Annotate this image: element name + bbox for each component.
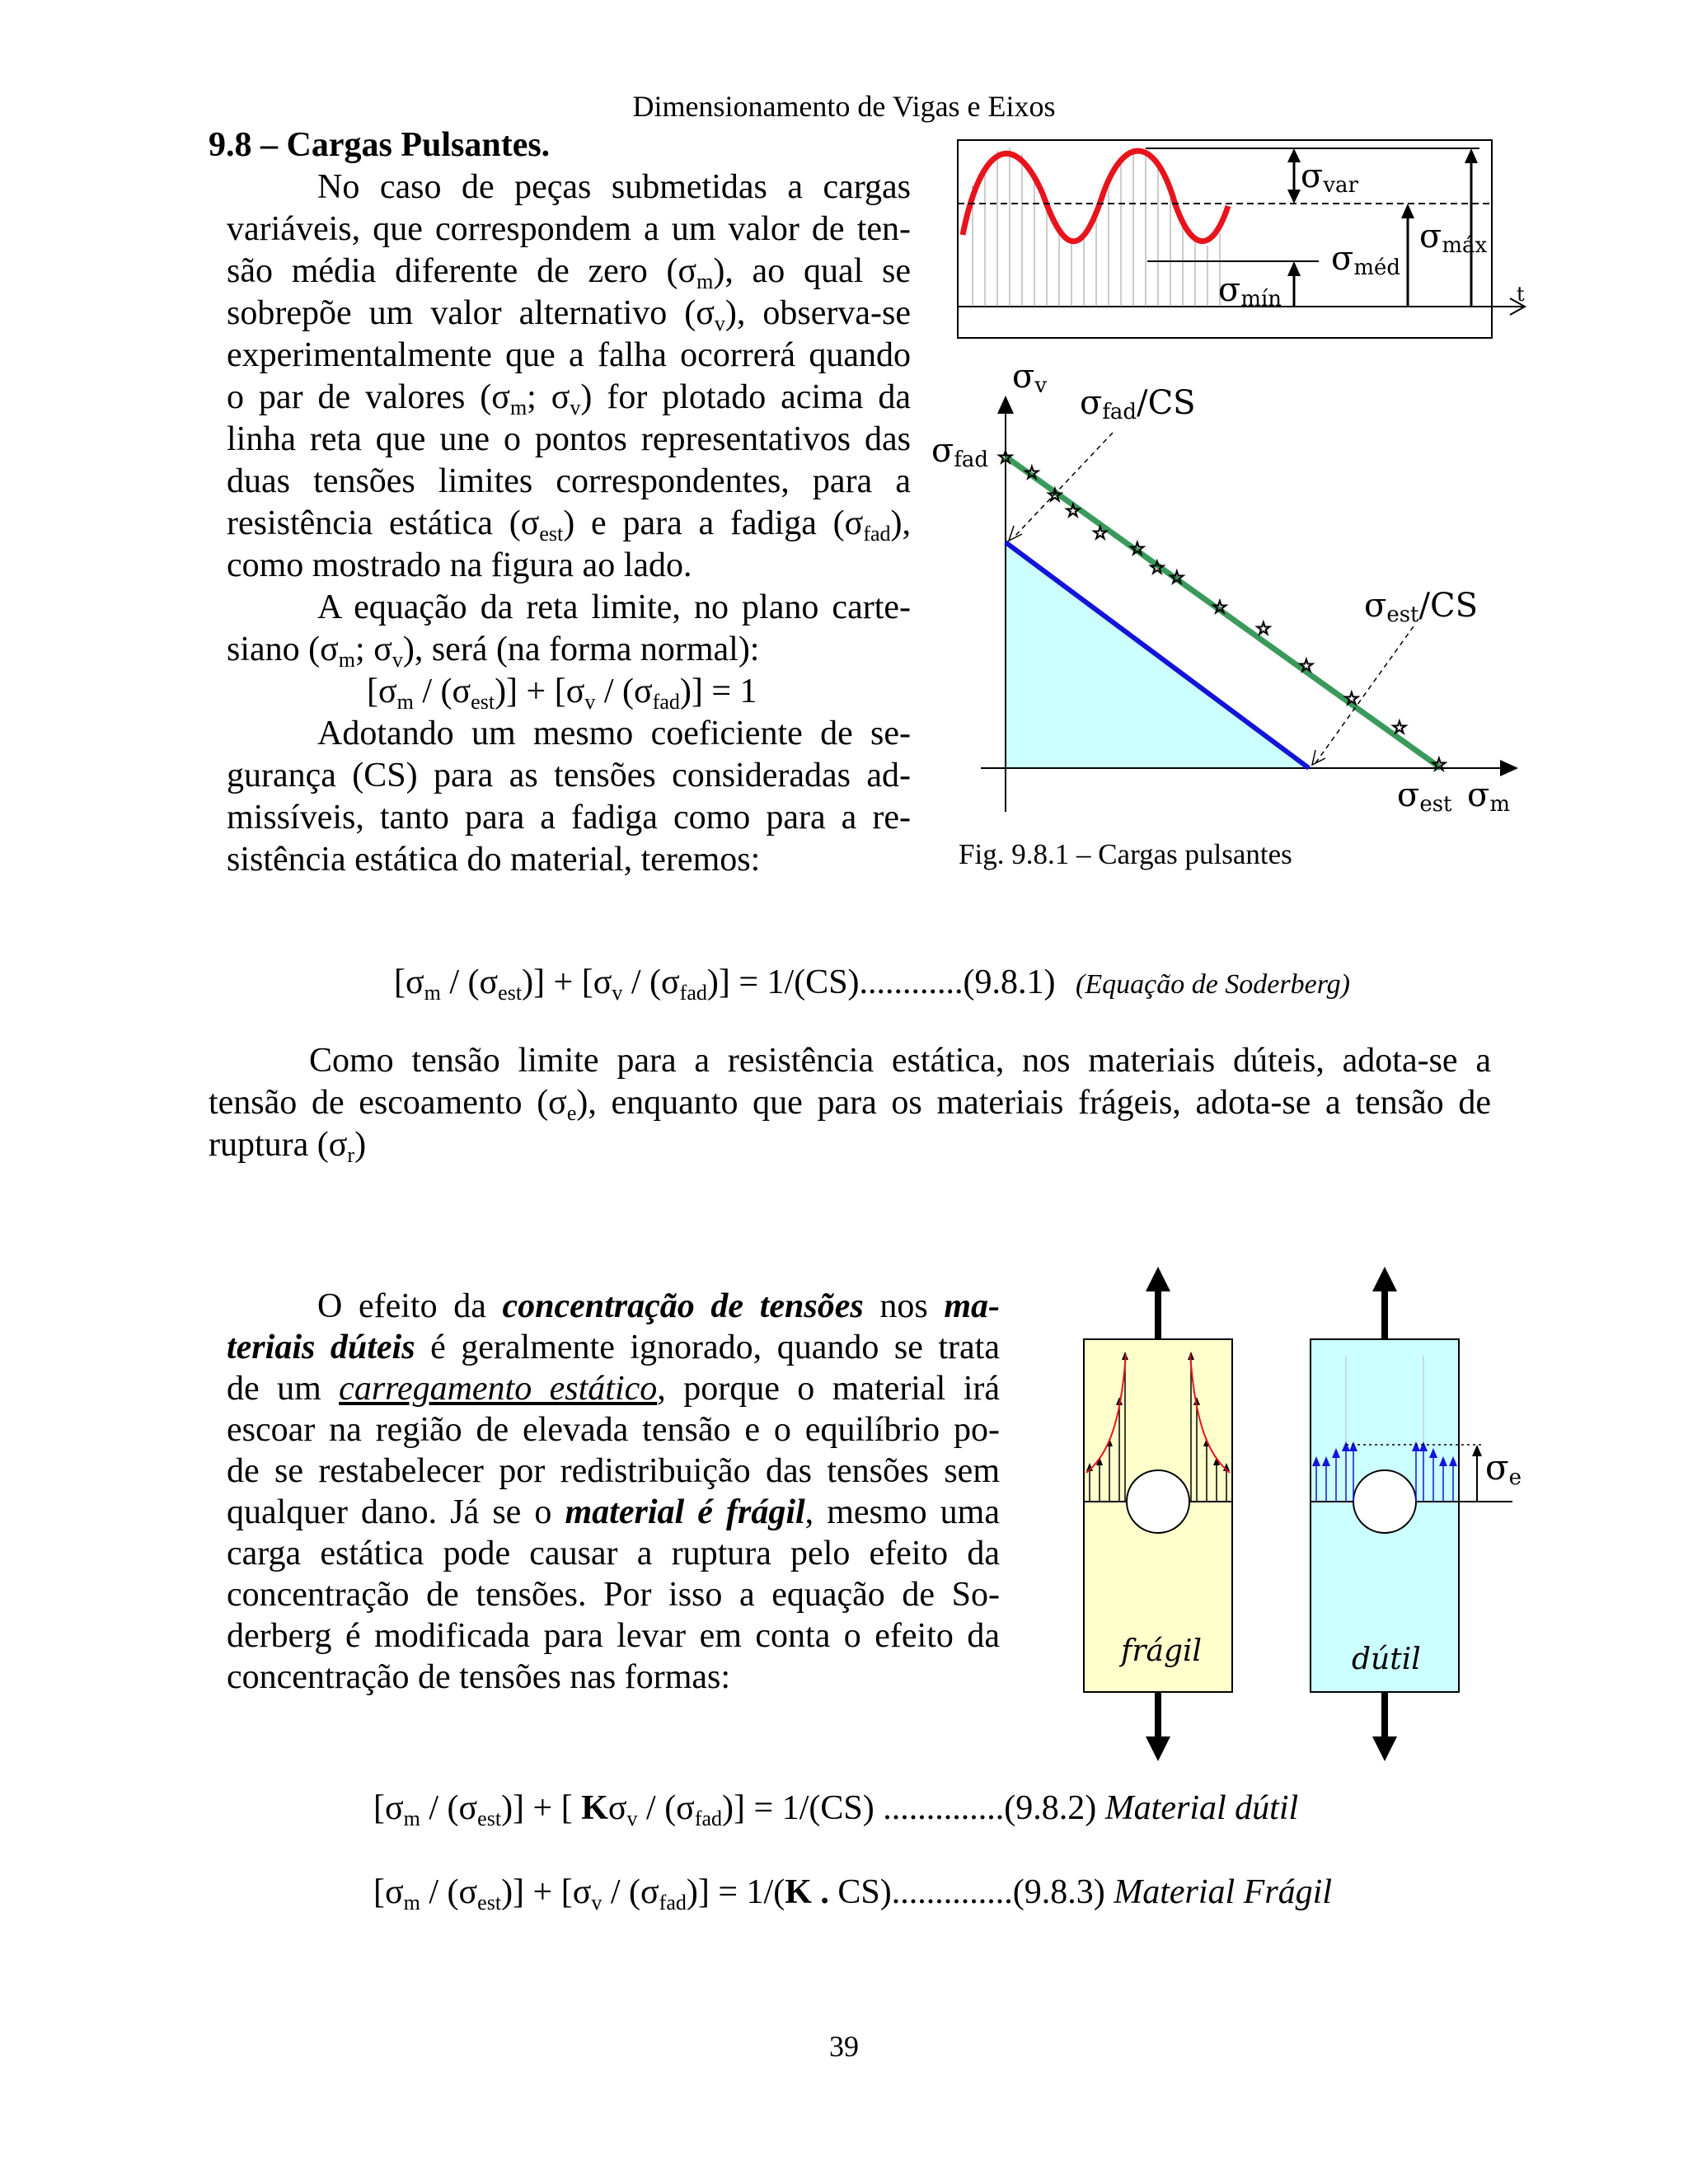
equation-9-8-1: $[\sigma_m / (\sigma_{est})] + [\sigma_v / (\sigma_{fad})] = 1/(CS)............(9.8.1)$ (Equação de Soderberg) [394, 963, 1350, 1005]
waveform-diagram [956, 136, 1533, 342]
svg-text:☆: ☆ [1255, 619, 1272, 640]
material-dutil-note: Material dútil [1104, 1789, 1299, 1827]
label-dutil: dútil [1352, 1643, 1421, 1676]
svg-text:☆: ☆ [1092, 523, 1109, 544]
equation-9-8-3: $[\sigma_m / (\sigma_{est})] + [\sigma_v / (\sigma_{fad})] = 1/(K$ . CS)..............(9.8.3) Material Frágil [373, 1873, 1333, 1915]
svg-text:☆: ☆ [1024, 463, 1040, 484]
label-sigma-m: σm [1467, 776, 1510, 817]
svg-text:☆: ☆ [1065, 501, 1081, 522]
label-sigma-fad-cs: σfad/CS [1080, 384, 1196, 424]
label-sigma-v: σv [1012, 358, 1048, 398]
svg-text:☆: ☆ [1431, 755, 1447, 776]
svg-text:☆: ☆ [1391, 718, 1408, 738]
paragraph-intro: No caso de peças submetidas a cargas variáveis, que correspondem a um valor de ten- são média diferente de zero $(\sigma_m)$, ao qual se sobrepõe um valor alternativo $(\sigma_v)$, observa-se experimentalmente que a falha ocorrerá quando o par de valores ($\sigma_m$; $\sigma_v$) for plotado acima da linha reta que une o pontos representativos das duas tensões limites correspondentes, para a resistência estática $(\sigma_{est})$ e para a fadiga $(\sigma_{fad})$, como mostrado na figura ao lado. A equação da reta limite, no plano carte- siano ($\sigma_m$; $\sigma_v$), será (na forma normal): $[\sigma_m / (\sigma_{est})] + [\sigma_v / (\sigma_{fad})] = 1$ Adotando um mesmo coeficiente de se- gurança (CS) para as tensões consideradas ad- missíveis, tanto para a fadiga como para a re- sistência estática do material, teremos: [227, 168, 912, 879]
figure-caption: Fig. 9.8.1 – Cargas pulsantes [959, 838, 1292, 870]
svg-text:☆: ☆ [1298, 656, 1315, 677]
label-sigma-med: σméd [1331, 240, 1400, 280]
soderberg-note: (Equação de Soderberg) [1076, 969, 1350, 1000]
svg-text:☆: ☆ [1169, 568, 1185, 588]
stress-concentration-figure [1071, 1257, 1533, 1768]
paragraph-limit-stress: Como tensão limite para a resistência estática, nos materiais dúteis, adota-se a tensão de escoamento $(\sigma_e)$, enquanto que para os materiais frágeis, adota-se a tensão de ruptura $(\sigma_r)$ [209, 1042, 1491, 1167]
material-fragil-note: Material Frágil [1114, 1873, 1333, 1911]
label-sigma-e: σe [1485, 1447, 1522, 1490]
label-sigma-est-cs: σest/CS [1364, 587, 1478, 627]
svg-text:☆: ☆ [1129, 539, 1146, 560]
svg-text:☆: ☆ [1149, 558, 1165, 579]
svg-text:σmáx: σmáx [1419, 218, 1488, 258]
svg-text:☆: ☆ [1212, 598, 1228, 618]
label-sigma-fad: σfad [931, 432, 989, 472]
svg-text:☆: ☆ [1343, 689, 1360, 710]
label-sigma-var: σvar [1301, 157, 1358, 198]
label-sigma-min: σmín [1218, 271, 1282, 312]
section-title: 9.8 – Cargas Pulsantes. [209, 126, 551, 164]
running-header: Dimensionamento de Vigas e Eixos [632, 90, 1056, 123]
label-t: t [1517, 283, 1525, 306]
svg-text:☆: ☆ [997, 448, 1014, 468]
label-sigma-est: σest [1397, 776, 1452, 817]
label-fragil: frágil [1121, 1634, 1203, 1668]
svg-text:☆: ☆ [1047, 485, 1063, 506]
page-number: 39 [829, 2030, 859, 2063]
paragraph-stress-concentration: O efeito da concentração de tensões nos ma- teriais dúteis é geralmente ignorado, quando se trata de um carregamento estático, porque o material irá escoar na região de elevada tensão e o equilíbrio po- de se restabelecer por redistribuição das tensões sem qualquer dano. Já se o material é frágil, mesmo uma carga estática pode causar a ruptura pelo efeito da concentração de tensões. Por isso a equação de So- derberg é modificada para levar em conta o efeito da concentração de tensões nas formas: [227, 1287, 1001, 1696]
equation-9-8-2: $[\sigma_m / (\sigma_{est})]$ + [ $K\sigma_v / (\sigma_{fad})] = 1/(CS)$ ..............(9.8.2) Material dútil [373, 1789, 1299, 1830]
soderberg-diagram [931, 354, 1541, 832]
